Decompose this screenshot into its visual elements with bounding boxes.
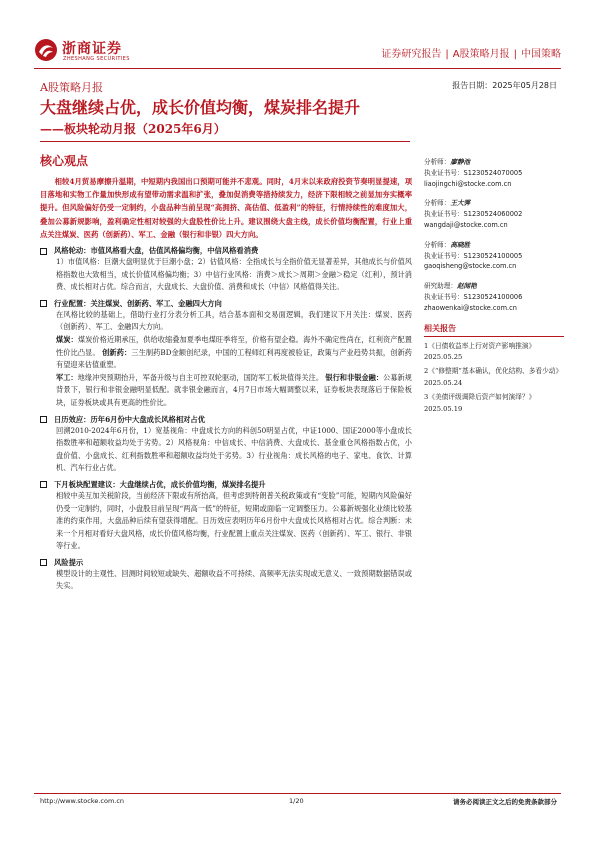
analyst-name: 王大霁 bbox=[450, 199, 471, 208]
page-subtitle: ——板块轮动月报（2025年6月） bbox=[40, 122, 226, 136]
related-reports-heading: 相关报告 bbox=[424, 323, 456, 333]
logo-mark-icon bbox=[34, 38, 58, 62]
checkbox-icon bbox=[40, 481, 47, 488]
analyst-role: 分析师： bbox=[424, 199, 451, 208]
analyst-role: 研究助理： bbox=[424, 282, 457, 291]
title-divider bbox=[40, 141, 410, 142]
analyst-name: 高晓胜 bbox=[450, 240, 471, 249]
header-tag: A股策略月报 bbox=[452, 49, 510, 60]
main-column bbox=[40, 150, 412, 593]
checkbox-icon bbox=[40, 248, 47, 255]
related-report-link[interactable]: 2《“修整期”基本确认，优化结构、多看少动》 2025.05.24 bbox=[424, 367, 563, 387]
industry-text: 公募新规背景下，银行和非银金融明显低配。就非银金融而言，4月7日市场大幅调整以来，证券板块表现落后于保险板块，证券板块或具有更高的性价比。 bbox=[56, 372, 412, 407]
header-tags: 证券研究报告 | A股策略月报 | 中国策略 bbox=[381, 49, 561, 60]
point-body: 模型设计的主观性、回测时间较短或缺失、超额收益不可持续、高频率无法实现或无意义、一致预期数据错误或失实。 bbox=[56, 568, 412, 591]
industry-text: 地缘冲突预期抬升，军备升级与自主可控双轮驱动，国防军工板块值得关注。 bbox=[77, 372, 324, 382]
checkbox-icon bbox=[40, 416, 47, 423]
analyst-name: 廖静池 bbox=[450, 158, 471, 166]
analyst-email: gaoqisheng@stocke.com.cn bbox=[424, 262, 517, 271]
industry-label: 煤炭： bbox=[56, 334, 78, 344]
point-body bbox=[56, 309, 412, 410]
related-report-link[interactable]: 3《美债评级调降后资产如何演绎？》 2025.05.19 bbox=[424, 392, 536, 413]
page-header bbox=[0, 0, 595, 72]
point-body: 1）市值风格：巨潮大盘明显优于巨潮小盘；2）估值风格：全指成长与全指价值无显著差异，其他成长与价值风格指数也大致相当，成长价值风格偏均衡；3）中信行业风格：消费＞成长＞周期＞金融＞稳定（红利），预计消费、成长相对占优。综合而言，大盘成长、大盘价值、消费和成长（中信）风格值得关注。 bbox=[56, 257, 412, 292]
analyst-card bbox=[424, 198, 564, 230]
footer-website-link[interactable]: http://www.stocke.com.cn bbox=[40, 797, 125, 805]
industry-label: 创新药： bbox=[102, 347, 132, 357]
industry-text: 三生制药BD金额创纪录，中国的工程师红利再度被验证，政策与产业趋势共振，创新药有望迎来估值重塑。 bbox=[56, 347, 412, 370]
related-divider bbox=[424, 336, 564, 337]
point-intro: 在风格比较的基础上，借助行业打分表分析工具，结合基本面和交易面逻辑，我们建议下月关注：煤炭、医药（创新药）、军工、金融四大方向。 bbox=[56, 309, 412, 332]
related-reports-list bbox=[424, 341, 564, 416]
analyst-card bbox=[424, 281, 564, 313]
analyst-card bbox=[424, 157, 564, 189]
point-heading: 日历效应：历年6月份中大盘成长风格相对占优 bbox=[54, 414, 206, 424]
sidebar bbox=[424, 157, 564, 417]
analyst-license: 执业证书号：S1230524100006 bbox=[424, 292, 523, 301]
industry-text: 煤炭价格近期承压，供给收缩叠加夏季电煤旺季将至，价格有望企稳。海外不确定性尚在，红利资产配置性价比凸显。 bbox=[56, 334, 412, 357]
point-body: 回溯2010-2024年6月份，1）宽基视角：中盘成长方向的科创50明显占优，中证1000、国证2000等小盘成长指数胜率和超额收益均处于劣势。2）风格视角：中信成长、中信消费、大盘成长、基金重仓风格指数占优，小盘价值、小盘成长、红利指数胜率和超额收益均处于劣势。3）行业视角：成长风格的电子、家电、食饮、计算机、汽车行业占优。 bbox=[56, 425, 412, 473]
analyst-name: 赵闻艳 bbox=[456, 282, 477, 291]
core-views-heading: 核心观点 bbox=[40, 154, 89, 168]
point-next-month-advice bbox=[40, 480, 412, 553]
checkbox-icon bbox=[40, 300, 47, 307]
analyst-license: 执业证书号：S1230524070005 bbox=[424, 168, 523, 177]
disclaimer-note: 请务必阅读正文之后的免责条款部分 bbox=[453, 798, 557, 806]
point-industry-allocation bbox=[40, 299, 412, 410]
point-calendar-effect bbox=[40, 415, 412, 475]
page-title: 大盘继续占优，成长价值均衡，煤炭排名提升 bbox=[40, 98, 361, 117]
point-heading: 风险提示 bbox=[54, 557, 84, 567]
report-category: A股策略月报 bbox=[40, 81, 103, 94]
industry-label: 军工： bbox=[56, 372, 78, 382]
report-date: 报告日期：2025年05月28日 bbox=[452, 81, 557, 90]
industry-label: 银行和非银金融： bbox=[325, 372, 384, 382]
logo-text-cn: 浙商证券 bbox=[62, 41, 122, 57]
summary-paragraph: 相较4月贸易摩擦升温期，中短期内我国出口预期可能并不悲观。同时，4月末以来政府投资节奏明显提速，项目落地和实物工作量加快形成有望带动需求温和扩张，叠加促消费等措持续发力，经济下限相较之前显加夯实概率提升。但风险偏好仍受一定制约，小盘品种当前呈现“高拥挤、高估值、低盈利”的特征，行情持续性的难度加大，叠加公募新规影响，盈利确定性相对较强的大盘股性价比上升。建议围绕大盘主线，成长价值均衡配置，行业上重点关注煤炭、医药（创新药）、军工、金融（银行和非银）四大方向。 bbox=[40, 177, 412, 239]
related-report-link[interactable]: 1《日债收益率上行对资产影响推演》 2025.05.25 bbox=[424, 341, 536, 362]
analyst-license: 执业证书号：S1230524100005 bbox=[424, 251, 523, 260]
header-tag: 中国策略 bbox=[521, 49, 561, 60]
point-heading: 下月板块配置建议：大盘继续占优，成长价值均衡，煤炭排名提升 bbox=[54, 479, 266, 489]
checkbox-icon bbox=[40, 559, 47, 566]
point-body: 相较中美互加关税阶段，当前经济下限或有所抬高，但考虑到特朗普关税政策或有“变脸”可能，短期内风险偏好仍受一定制约，同时，小盘股目前呈现“两高一低”的特征，短期或面临一定调整压力。公募新规强化业绩比较基准的约束作用，大盘品种后续有望获得增配。日历效应表明历年6月份中大盘成长风格相对占优。综合判断：未来一个月相对看好大盘风格，成长价值风格均衡，行业配置上重点关注煤炭、医药（创新药）、军工、银行、非银等行业。 bbox=[56, 490, 412, 551]
point-heading: 风格轮动：市值风格看大盘，估值风格偏均衡，中信风格看消费 bbox=[54, 246, 259, 256]
analyst-email: liaojingchi@stocke.com.cn bbox=[424, 179, 512, 188]
point-style-rotation bbox=[40, 246, 412, 294]
analyst-role: 分析师： bbox=[424, 240, 451, 249]
page-number: 1/20 bbox=[289, 797, 304, 805]
analyst-card bbox=[424, 240, 564, 272]
analyst-license: 执业证书号：S1230524060002 bbox=[424, 210, 523, 219]
analyst-email: wangdaji@stocke.com.cn bbox=[424, 220, 508, 229]
point-risk-warning bbox=[40, 558, 412, 593]
company-logo bbox=[34, 36, 130, 68]
logo-text-en: ZHESHANG SECURITIES bbox=[63, 56, 130, 62]
footer-divider bbox=[34, 793, 561, 794]
header-tag: 证券研究报告 bbox=[381, 49, 442, 60]
analyst-role: 分析师： bbox=[424, 158, 451, 166]
point-heading: 行业配置：关注煤炭、创新药、军工、金融四大方向 bbox=[54, 298, 222, 308]
analyst-email: zhaowenkai@stocke.com.cn bbox=[424, 303, 517, 312]
header-divider bbox=[34, 68, 561, 69]
